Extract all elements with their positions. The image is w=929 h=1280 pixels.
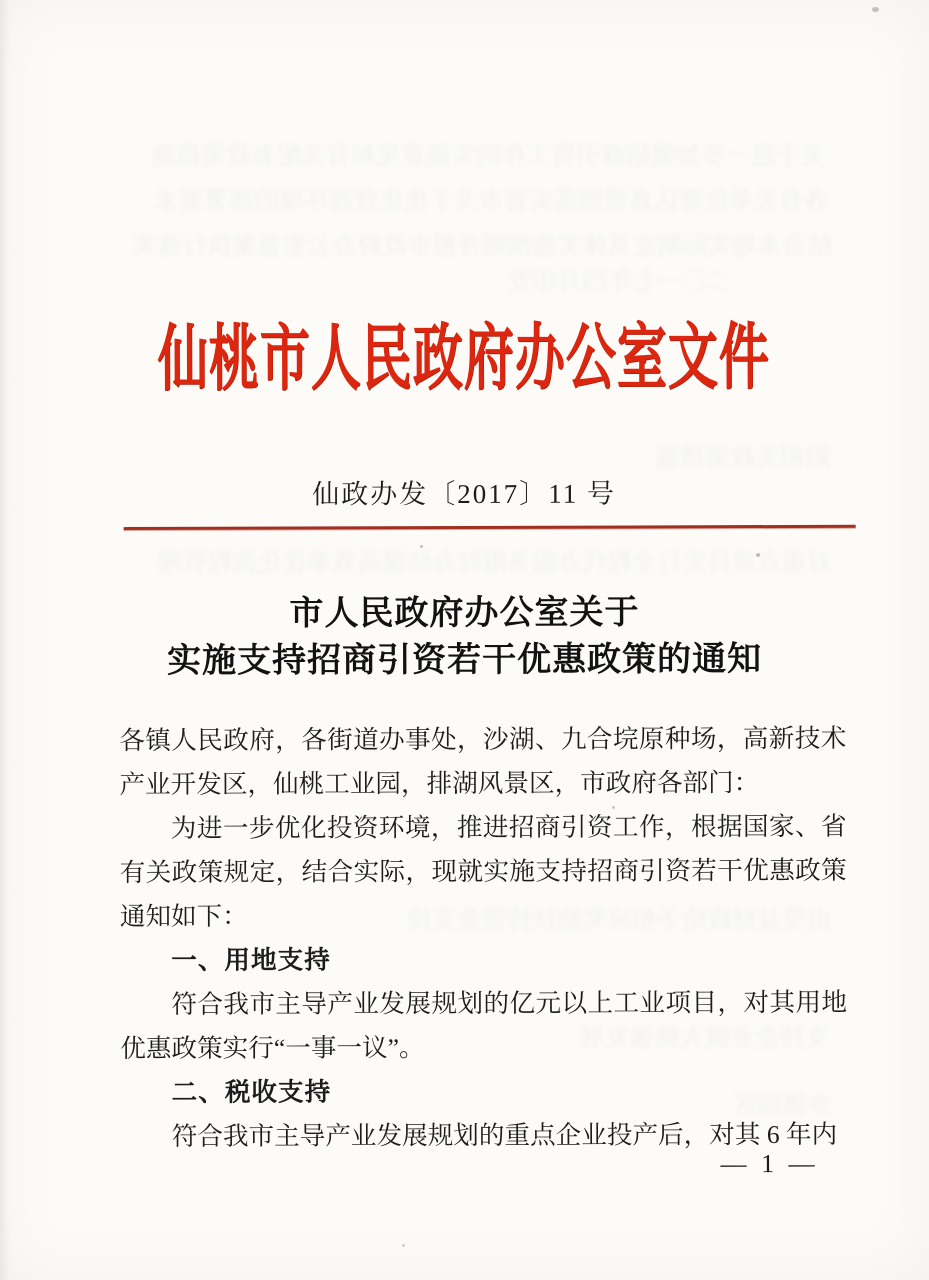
section-heading-1: 一、用地支持: [171, 946, 331, 975]
section-1-paragraph: 符合我市主导产业发展规划的亿元以上工业项目，对其用地优惠政策实行“一事一议”。: [120, 987, 848, 1064]
section-heading-2: 二、税收支持: [171, 1078, 332, 1107]
bleed-through-text: 由受益财政给予相应奖励扶持资金支持: [406, 907, 832, 934]
red-divider-line: [124, 525, 856, 530]
bleed-through-text: 各有关单位要认真贯彻落实省市关于优化营商环境的部署要求: [153, 188, 829, 215]
notice-title: [0, 589, 929, 686]
bleed-through-text: 附相关政策措施: [654, 445, 830, 472]
salutation-paragraph: 各镇人民政府，各街道办事处，沙湖、九合垸原种场，高新技术产业开发区，仙桃工业园，排湖风景区，市政府各部门：: [119, 723, 847, 800]
bleed-through-text: 结合本地实际制定具体实施细则并报市政府办公室备案执行落实: [131, 233, 832, 260]
notice-title-line1: 市人民政府办公室关于: [289, 593, 640, 633]
letterhead-title: 仙桃市人民政府办公室文件: [157, 316, 770, 400]
bleed-through-text: 对重点项目实行全程代办服务限时办结提高效率优化流程管理: [156, 550, 832, 577]
page-number: — 1 —: [720, 1148, 819, 1179]
red-letterhead-banner: [0, 299, 928, 400]
notice-body: [119, 717, 847, 1159]
bleed-through-text: 关于进一步加强招商引资工作的实施意见和有关配套政策措施: [150, 143, 826, 170]
notice-title-line2: 实施支持招商引资若干优惠政策的通知: [167, 640, 763, 680]
bleed-through-text: 支持企业做大做强发展: [579, 1025, 830, 1052]
bleed-through-text: 二〇一七年四月印发: [506, 269, 732, 296]
section-2-paragraph: 符合我市主导产业发展规划的重点企业投产后，对其 6 年内: [171, 1119, 838, 1151]
document-reference-number: 仙政办发〔2017〕11 号: [312, 478, 616, 510]
bleed-through-text: 乡镇园区: [731, 1092, 832, 1119]
intro-paragraph: 为进一步优化投资环境，推进招商引资工作，根据国家、省有关政策规定，结合实际，现就实施支持招商引资若干优惠政策通知如下：: [119, 811, 847, 932]
